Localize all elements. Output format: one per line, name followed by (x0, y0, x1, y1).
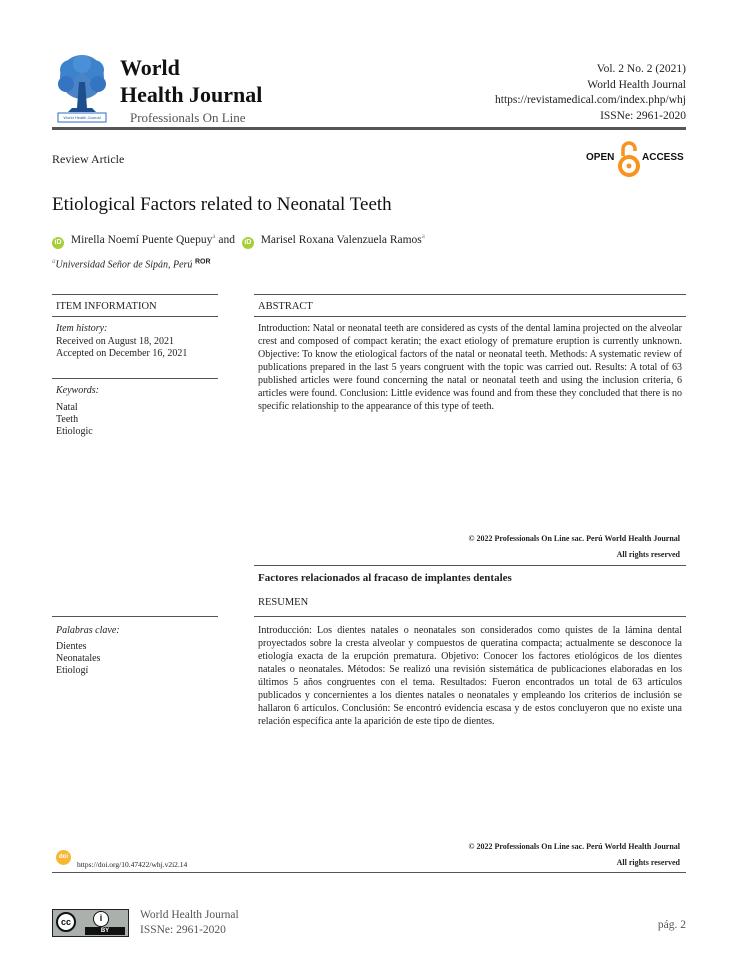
footer-journal: World Health Journal (140, 909, 239, 921)
rule (254, 294, 686, 295)
keywords-label: Keywords: (56, 385, 99, 396)
authors-and: and (218, 233, 235, 246)
affiliation (52, 254, 211, 272)
open-access-badge (586, 140, 688, 180)
affiliation-text: Universidad Señor de Sipán, Perú (55, 259, 193, 271)
rule (52, 294, 218, 295)
keyword: Dientes (56, 641, 87, 652)
accepted-date: Accepted on December 16, 2021 (56, 348, 188, 359)
journal-url[interactable]: https://revistamedical.com/index.php/whj (495, 94, 686, 106)
resumen-copyright: © 2022 Professionals On Line sac. Perú World Health Journal (468, 842, 680, 851)
open-access-right: ACCESS (642, 152, 684, 163)
rule (52, 316, 218, 317)
abstract-rights: All rights reserved (616, 550, 680, 559)
resumen-text: Introducción: Los dientes natales o neonatales son considerados como quistes de la lámina dental proyectados sobre la cresta alveolar y compuestos de queratina compacta; actualmente se desconoce la etiología exacta de la erupción prematura. Objetivo: Conocer los factores etiológicos de los dientes natales o neonatales. Métodos: Se realizó una revisión sistemática de publicaciones elaboradas en los últimos 5 años congruentes con el tema. Resultados: Fueron encontrados un total de 63 artículos publicados y concernientes a los dientes natales o neonatales y empleando los criterios de inclusión se hallaron 6 artículos. Conclusión: Se encontró evidencia escasa y de estos concluyeron que no existe una relación específica ante la aparición de este tipo de dientes. (258, 625, 682, 727)
doi-link[interactable] (56, 848, 187, 869)
logo-caption: World Health Journal (63, 115, 101, 120)
abstract-text: Introduction: Natal or neonatal teeth are considered as cysts of the dental lamina projected on the alveolar crest and composed of compact keratin; the exact etiology of premature eruption is currently unknown. Objective: To know the etiological factors of the natal or neonatal teeth. Methods: A systematic review of publications prepared in the last 5 years congruent with the topic was carried out. Results: A total of 63 published articles were found concerning the natal or neonatal teeth and using the inclusion criteria, 6 articles were found. Conclusion: Little evidence was found and from these they concluded that there is no specific relationship to the appearance of this type of teeth. (258, 323, 682, 412)
by-person-icon: i (93, 911, 109, 927)
rule (254, 316, 686, 317)
orcid-icon[interactable]: iD (242, 237, 254, 249)
item-info-heading: ITEM INFORMATION (56, 301, 157, 312)
authors (52, 228, 425, 249)
footer-issn: ISSNe: 2961-2020 (140, 924, 226, 936)
ror-icon[interactable]: ROR (194, 258, 211, 266)
item-history-label: Item history: (56, 323, 108, 334)
open-lock-icon (618, 140, 640, 178)
header-meta (495, 62, 686, 124)
cc-icon: cc (56, 912, 76, 932)
affiliation-mark: a (52, 257, 56, 265)
doi-text[interactable]: https://doi.org/10.47422/whj.v2i2.14 (77, 860, 188, 869)
keyword: Natal (56, 402, 78, 413)
journal-tagline: Professionals On Line (130, 110, 246, 125)
keyword: Etiologic (56, 426, 93, 437)
author-1[interactable]: Mirella Noemí Puente Quepuy (70, 233, 213, 246)
abstract-heading: ABSTRACT (258, 301, 313, 312)
doi-icon: doi (56, 850, 71, 865)
orcid-icon[interactable]: iD (52, 237, 64, 249)
rule (52, 378, 218, 379)
journal-issn: ISSNe: 2961-2020 (600, 109, 686, 122)
rule (254, 616, 686, 617)
page-number: pág. 2 (657, 919, 686, 931)
rule (254, 565, 686, 566)
resumen-heading: RESUMEN (258, 597, 309, 608)
abstract-copyright: © 2022 Professionals On Line sac. Perú World Health Journal (468, 534, 680, 543)
open-access-left: OPEN (586, 152, 615, 163)
palabras-clave-label: Palabras clave: (56, 625, 120, 636)
author-2[interactable]: Marisel Roxana Valenzuela Ramos (260, 233, 422, 246)
journal-name-line1: World (120, 55, 180, 80)
keyword: Teeth (56, 414, 79, 425)
journal-logo (52, 52, 112, 124)
resumen-rights: All rights reserved (616, 858, 680, 867)
author-2-affiliation-mark: a (421, 232, 425, 240)
cc-by-badge[interactable] (52, 909, 129, 937)
rule (52, 872, 686, 873)
article-type: Review Article (52, 152, 125, 166)
rule (52, 616, 218, 617)
article-title: Etiological Factors related to Neonatal Teeth (52, 194, 392, 215)
journal-name: World Health Journal (587, 78, 686, 91)
received-date: Received on August 18, 2021 (56, 336, 175, 347)
volume: Vol. 2 No. 2 (2021) (596, 63, 686, 75)
keyword: Etiologí (56, 665, 89, 676)
journal-name-line2: Health Journal (120, 82, 263, 107)
header-rule (52, 127, 686, 130)
author-1-affiliation-mark: a (212, 232, 216, 240)
spanish-title: Factores relacionados al fracaso de implantes dentales (258, 572, 512, 584)
by-label: BY (85, 927, 125, 935)
keyword: Neonatales (56, 653, 101, 664)
